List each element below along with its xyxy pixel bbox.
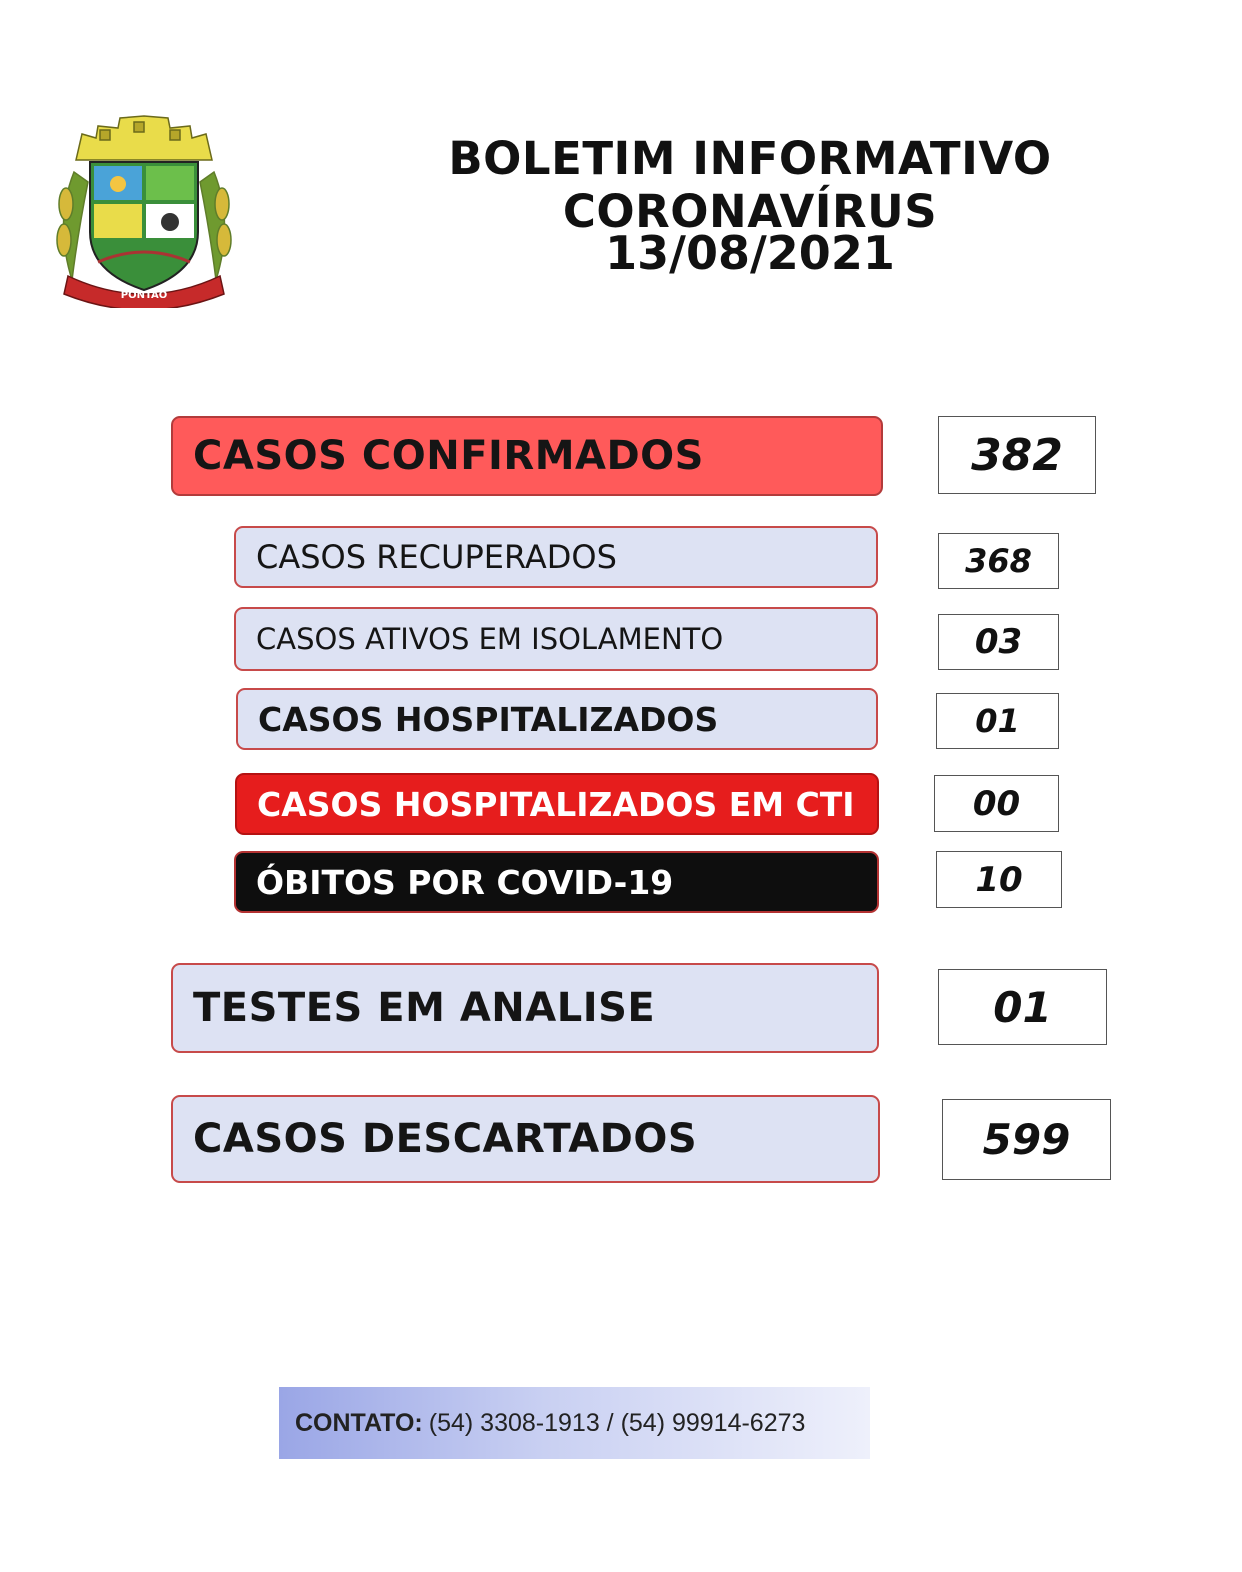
active-isolation-value: 03: [938, 614, 1059, 670]
deaths-label: ÓBITOS POR COVID-19: [234, 851, 879, 913]
contact-bar: [279, 1387, 870, 1459]
municipal-crest-logo: [48, 112, 240, 308]
tests-pending-value: 01: [938, 969, 1107, 1045]
recovered-cases-label: CASOS RECUPERADOS: [234, 526, 878, 588]
contact-phones: (54) 3308-1913 / (54) 99914-6273: [428, 1408, 806, 1437]
hospitalized-icu-label: CASOS HOSPITALIZADOS EM CTI: [235, 773, 879, 835]
confirmed-cases-value: 382: [938, 416, 1096, 494]
mural-crown-icon: [76, 116, 212, 160]
deaths-value: 10: [936, 851, 1062, 908]
discarded-cases-value: 599: [942, 1099, 1111, 1180]
hospitalized-icu-value: 00: [934, 775, 1059, 832]
bulletin-date: 13/08/2021: [605, 226, 895, 280]
discarded-cases-label: CASOS DESCARTADOS: [171, 1095, 880, 1183]
contact-label: CONTATO:: [295, 1408, 423, 1437]
hospitalized-value: 01: [936, 693, 1059, 749]
corn-branch-right-icon: [200, 172, 231, 280]
page-title: BOLETIM INFORMATIVO CORONAVÍRUS: [448, 132, 1052, 238]
hospitalized-label: CASOS HOSPITALIZADOS: [236, 688, 878, 750]
corn-branch-left-icon: [57, 172, 88, 280]
ribbon-text: PONTÃO: [120, 290, 168, 301]
tests-pending-label: TESTES EM ANALISE: [171, 963, 879, 1053]
active-isolation-label: CASOS ATIVOS EM ISOLAMENTO: [234, 607, 878, 671]
recovered-cases-value: 368: [938, 533, 1059, 589]
confirmed-cases-label: CASOS CONFIRMADOS: [171, 416, 883, 496]
